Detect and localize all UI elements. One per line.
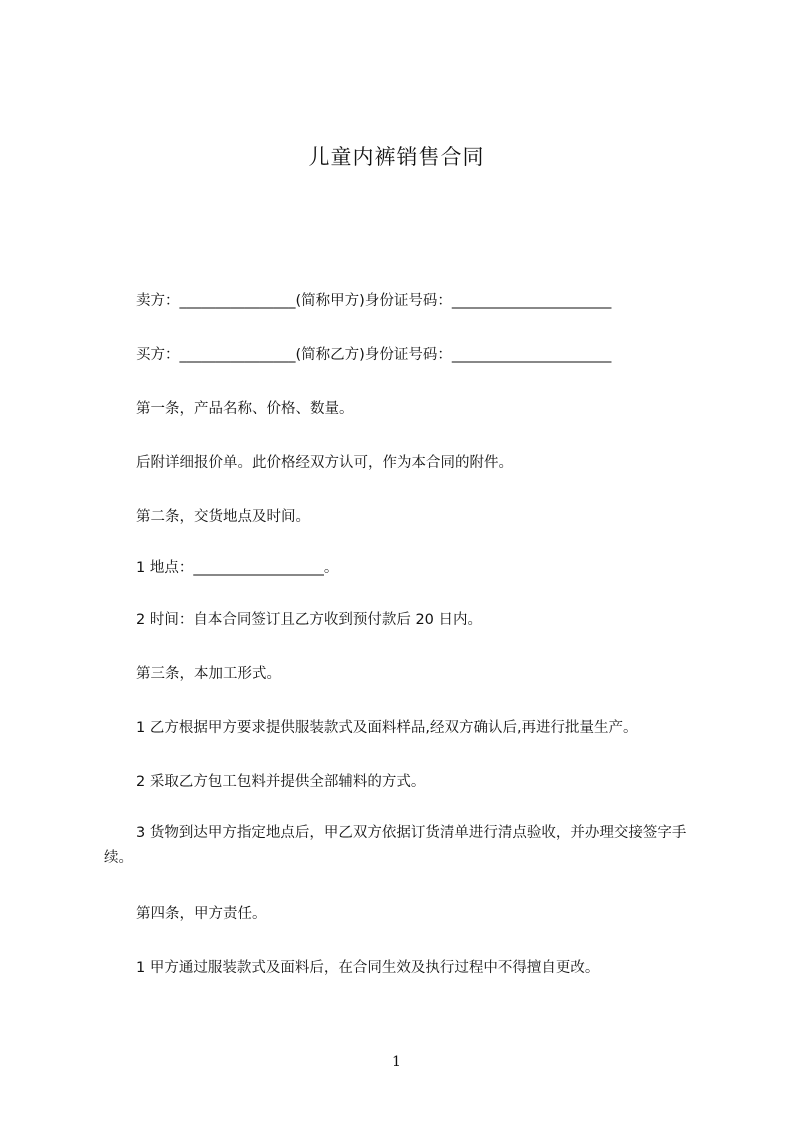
article-3-item-3	[104, 821, 704, 871]
article-2-item-2: 2 时间：自本合同签订且乙方收到预付款后 20 日内。	[136, 612, 483, 628]
article-4-item-1: 1 甲方通过服装款式及面料后，在合同生效及执行过程中不得擅自更改。	[136, 960, 600, 976]
article-2-item-1: 1 地点：__________________。	[136, 560, 339, 576]
paragraph-buyer: 买方：________________(简称乙方)身份证号码：______________________	[136, 347, 612, 363]
article-3-item-3-text: 3 货物到达甲方指定地点后，甲乙双方依据订货清单进行清点验收，并办理交接签字手续。	[104, 825, 687, 866]
page-number: 1	[392, 1054, 401, 1070]
article-4-heading: 第四条，甲方责任。	[136, 906, 267, 922]
article-3-item-1: 1 乙方根据甲方要求提供服装款式及面料样品,经双方确认后,再进行批量生产。	[136, 720, 638, 736]
article-1-text: 后附详细报价单。此价格经双方认可，作为本合同的附件。	[136, 455, 513, 471]
article-2-heading: 第二条，交货地点及时间。	[136, 509, 310, 525]
article-1-heading: 第一条，产品名称、价格、数量。	[136, 401, 354, 417]
article-3-heading: 第三条，本加工形式。	[136, 666, 281, 682]
document-title: 儿童内裤销售合同	[308, 145, 485, 169]
article-3-item-2: 2 采取乙方包工包料并提供全部辅料的方式。	[136, 774, 426, 790]
paragraph-seller: 卖方：________________(简称甲方)身份证号码：______________________	[136, 293, 612, 309]
